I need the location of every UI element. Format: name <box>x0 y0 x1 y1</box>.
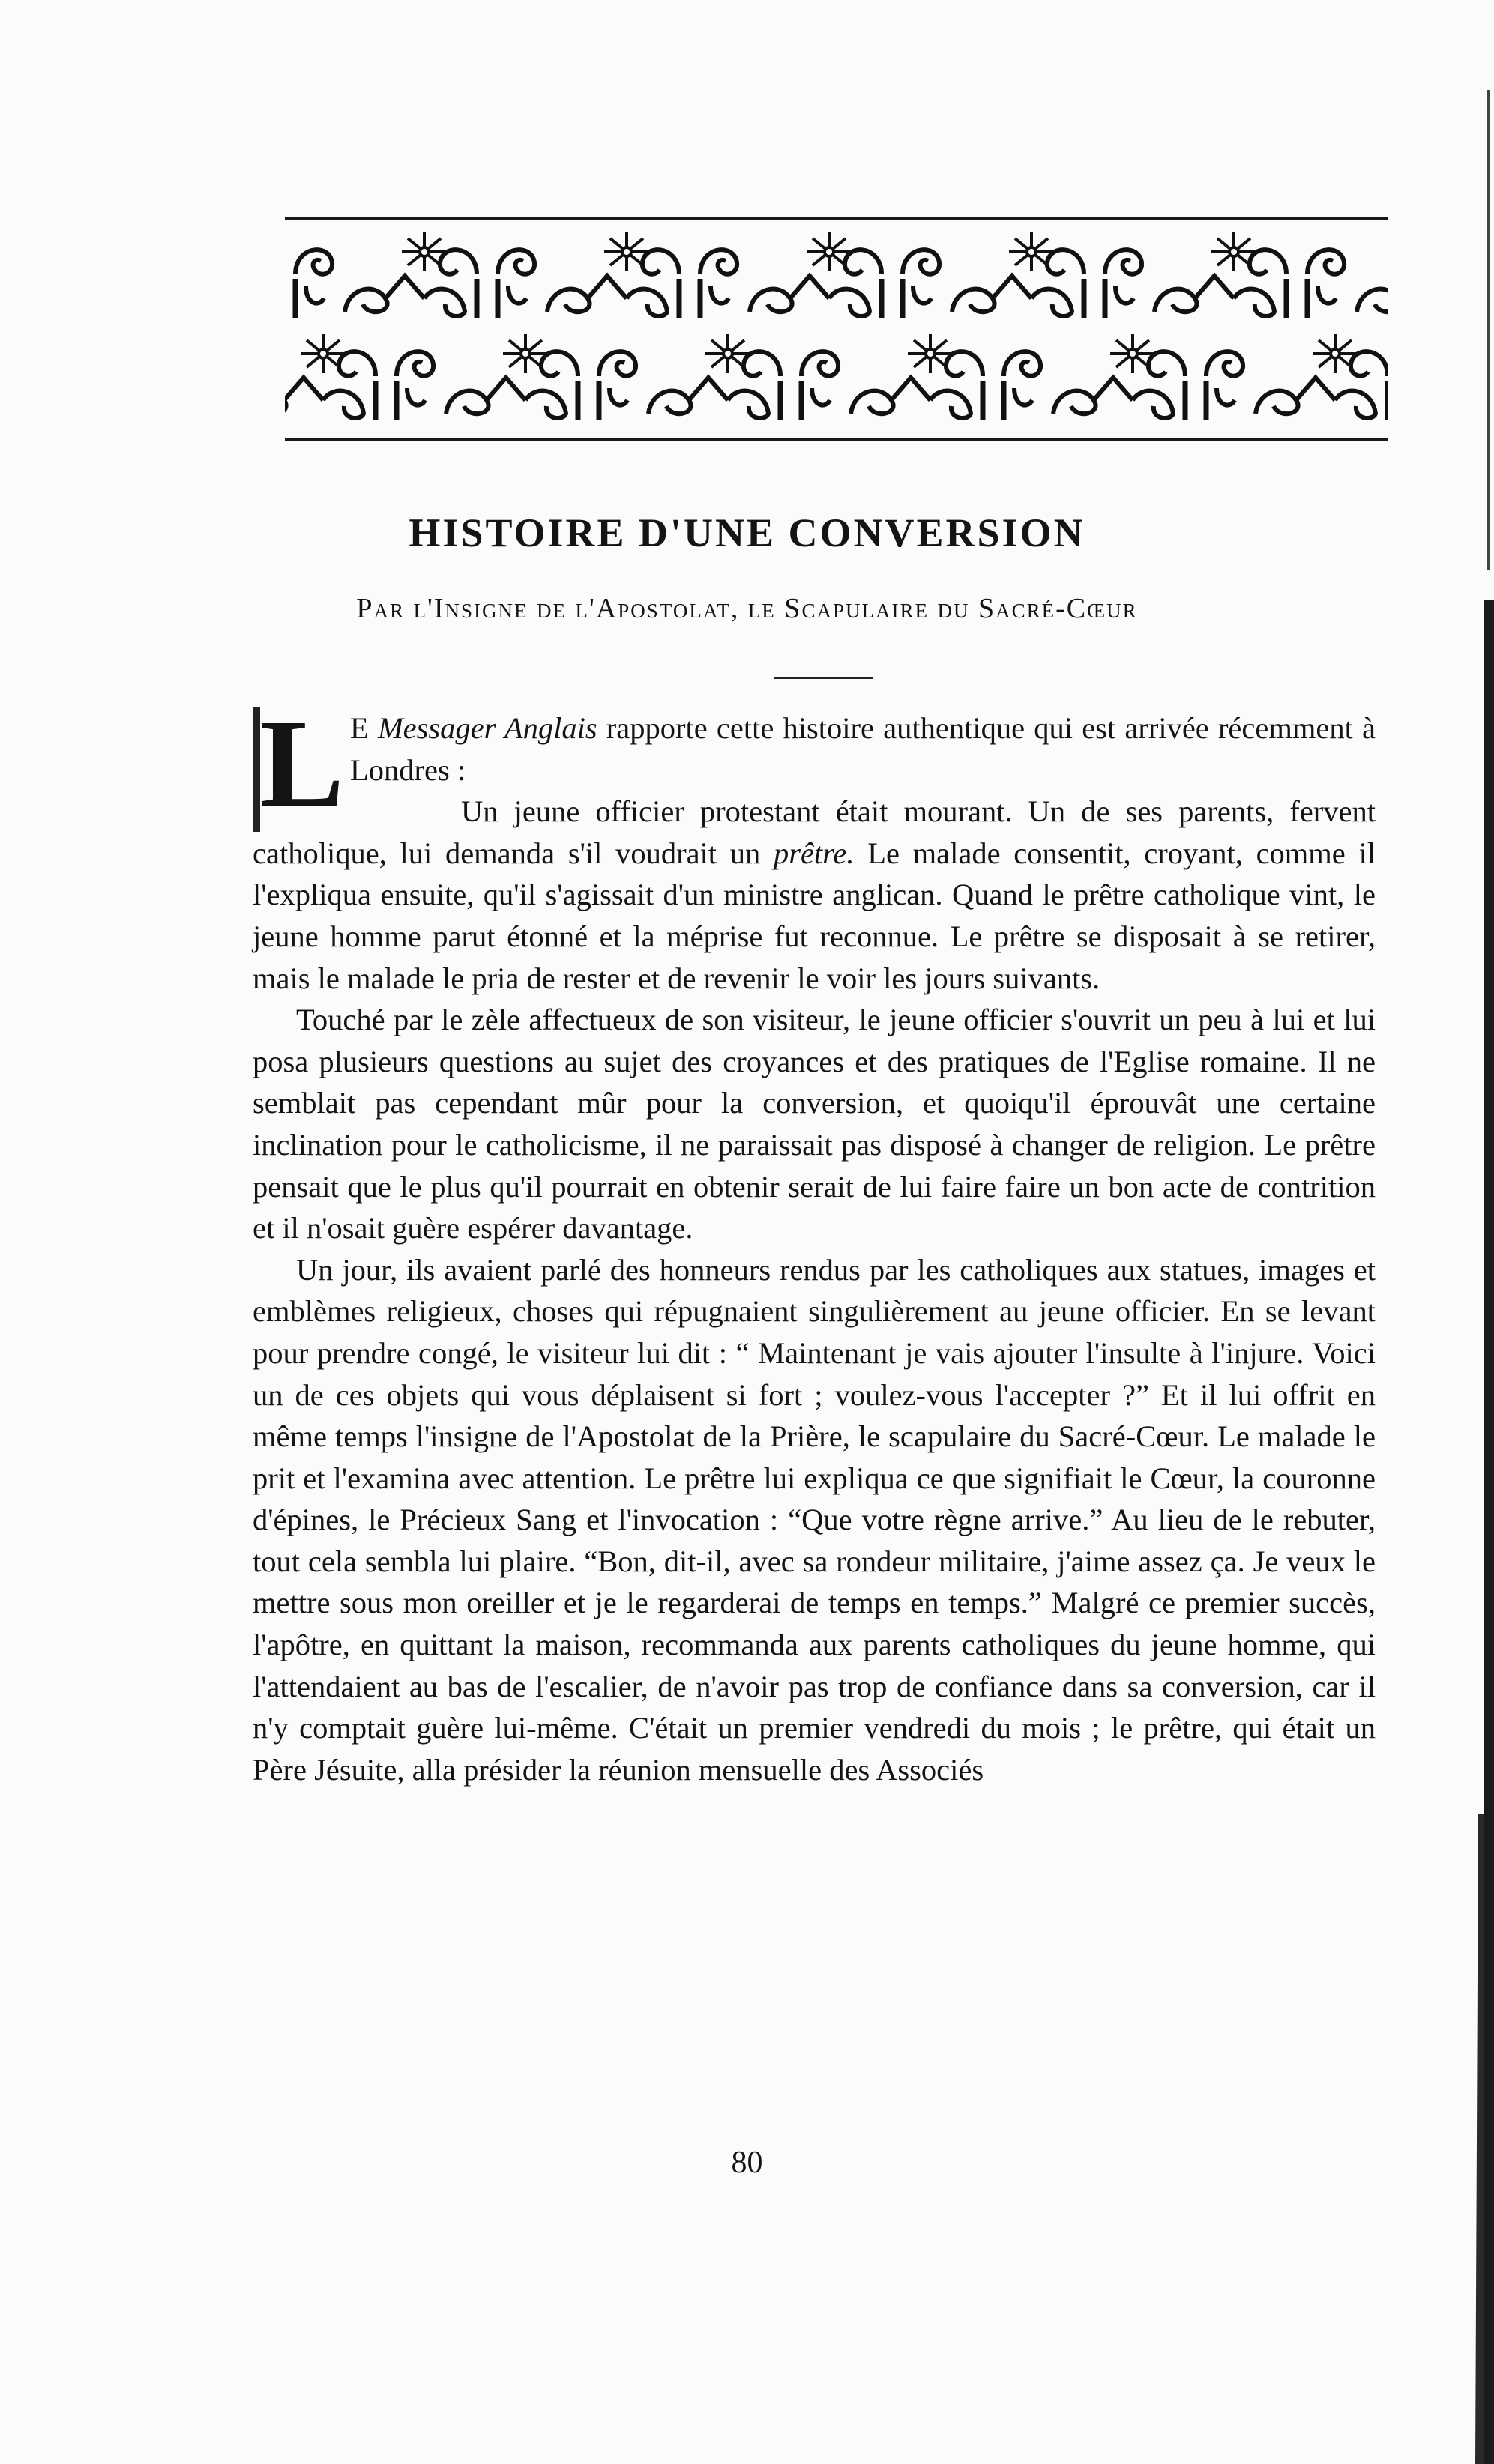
title-divider <box>774 677 873 679</box>
drop-cap-letter: L <box>253 707 337 832</box>
paragraph-3: Touché par le zèle affectueux de son visiteur, le jeune officier s'ouvrit un peu à lui et lui posa plusieurs questions au sujet des croyances et des pratiques de l'Eglise romaine. Il ne semblait pas cependant mûr pour la conversion, et quoiqu'il éprouvât une certaine inclination pour le catholicisme, il ne paraissait pas disposé à changer de religion. Le prêtre pensait que le plus qu'il pourrait en obtenir serait de lui faire faire un bon acte de contrition et il n'osait guère espérer davantage. <box>253 1003 1376 1245</box>
article-title: HISTOIRE D'UNE CONVERSION <box>409 510 1085 555</box>
ornament-top-rule <box>285 217 1388 220</box>
italic-pretre: prêtre. <box>773 836 855 870</box>
scan-binding-edge <box>1469 90 1494 2464</box>
paragraph-2: Un jeune officier protestant était mourant. Un de ses parents, fervent catholique, lui demanda s'il voudrait un prêtre. Le malade consentit, croyant, comme il l'expliqua ensuite, qu'il s'agissait d'un ministre anglican. Quand le prêtre catholique vint, le jeune homme parut étonné et la méprise fut reconnue. Le prêtre se disposait à se retirer, mais le malade le pria de rester et de revenir le voir les jours suivants. <box>253 794 1376 995</box>
ornamental-header-band <box>285 226 1388 433</box>
italic-source: Messager Anglais <box>377 711 597 745</box>
article-body <box>253 694 1376 1790</box>
page-number: 80 <box>731 2146 763 2180</box>
article-subtitle: Par l'Insigne de l'Apostolat, le Scapulaire du Sacré-Cœur <box>356 593 1138 624</box>
paragraph-4: Un jour, ils avaient parlé des honneurs rendus par les catholiques aux statues, images et emblèmes religieux, choses qui répugnaient singulièrement au jeune officier. En se levant pour prendre congé, le visiteur lui dit : “ Maintenant je vais ajouter l'insulte à l'injure. Voici un de ces objets qui vous déplaisent si fort ; voulez-vous l'accepter ?” Et il lui offrit en même temps l'insigne de l'Apostolat de la Prière, le scapulaire du Sacré-Cœur. Le malade le prit et l'examina avec attention. Le prêtre lui expliqua ce que signifiait le Cœur, la couronne d'épines, le Précieux Sang et l'invocation : “Que votre règne arrive.” Au lieu de le rebuter, tout cela sembla lui plaire. “Bon, dit-il, avec sa rondeur militaire, j'aime assez ça. Je veux le mettre sous mon oreiller et je le regarderai de temps en temps.” Malgré ce premier succès, l'apôtre, en quittant la maison, recommanda aux parents catholiques du jeune homme, qui l'attendaient au bas de l'escalier, de n'avoir pas trop de confiance dans sa conversion, car il n'y comptait guère lui-même. C'était un premier vendredi du mois ; le prêtre, qui était un Père Jésuite, alla présider la réunion mensuelle des Associés <box>253 1252 1376 1787</box>
paragraph-1: L E Messager Anglais rapporte cette histoire authentique qui est arrivée récemment à Londres : <box>253 707 1376 791</box>
ornament-bottom-rule <box>285 438 1388 441</box>
